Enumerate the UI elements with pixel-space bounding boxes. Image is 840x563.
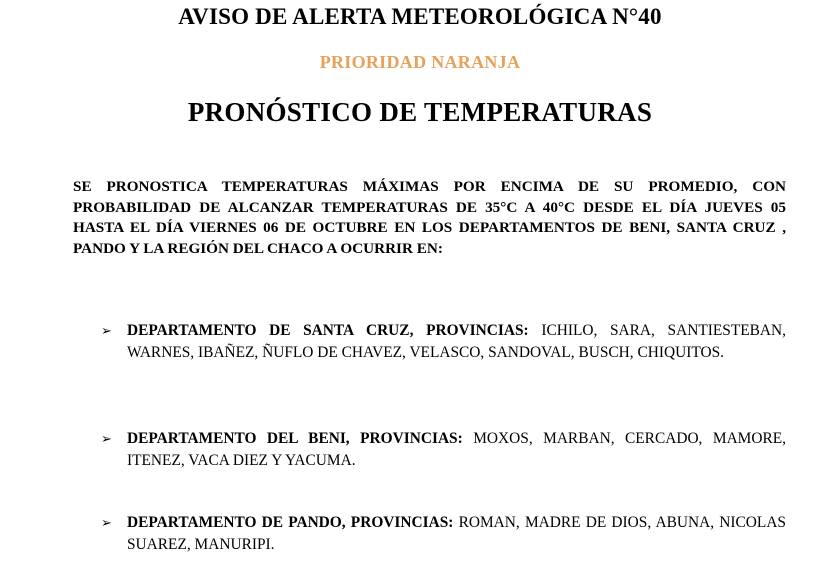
list-item-text	[127, 428, 786, 471]
province-list: MOXOS, MARBAN, CERCADO, MAMORE, ITENEZ, VACA DIEZ Y YACUMA.	[127, 430, 786, 469]
department-name: DEPARTAMENTO DEL BENI, PROVINCIAS:	[127, 430, 463, 447]
forecast-subtitle: PRONÓSTICO DE TEMPERATURAS	[187, 97, 653, 127]
arrow-bullet-icon: ➢	[101, 323, 112, 338]
list-item-text	[127, 320, 786, 363]
list-item-text	[127, 512, 786, 555]
province-list: ROMAN, MADRE DE DIOS, ABUNA, NICOLAS SUAREZ, MANURIPI.	[127, 514, 786, 553]
arrow-bullet-icon: ➢	[101, 431, 112, 446]
arrow-bullet-icon: ➢	[101, 515, 112, 530]
department-name: DEPARTAMENTO DE PANDO, PROVINCIAS:	[127, 514, 454, 531]
intro-paragraph: SE PRONOSTICA TEMPERATURAS MÁXIMAS POR ENCIMA DE SU PROMEDIO, CON PROBABILIDAD DE ALCANZAR TEMPERATURAS DE 35°C A 40°C DESDE EL DÍA JUEVES 05 HASTA EL DÍA VIERNES 06 DE OCTUBRE EN LOS DEPARTAMENTOS DE BENI, SANTA CRUZ , PANDO Y LA REGIÓN DEL CHACO A OCURRIR EN:	[73, 178, 786, 257]
alert-title: AVISO DE ALERTA METEOROLÓGICA N°40	[178, 4, 662, 29]
department-name: DEPARTAMENTO DE SANTA CRUZ, PROVINCIAS:	[127, 322, 529, 339]
province-list: ICHILO, SARA, SANTIESTEBAN, WARNES, IBAÑEZ, ÑUFLO DE CHAVEZ, VELASCO, SANDOVAL, BUSCH, CHIQUITOS.	[127, 322, 786, 361]
priority-level: PRIORIDAD NARANJA	[319, 52, 521, 72]
